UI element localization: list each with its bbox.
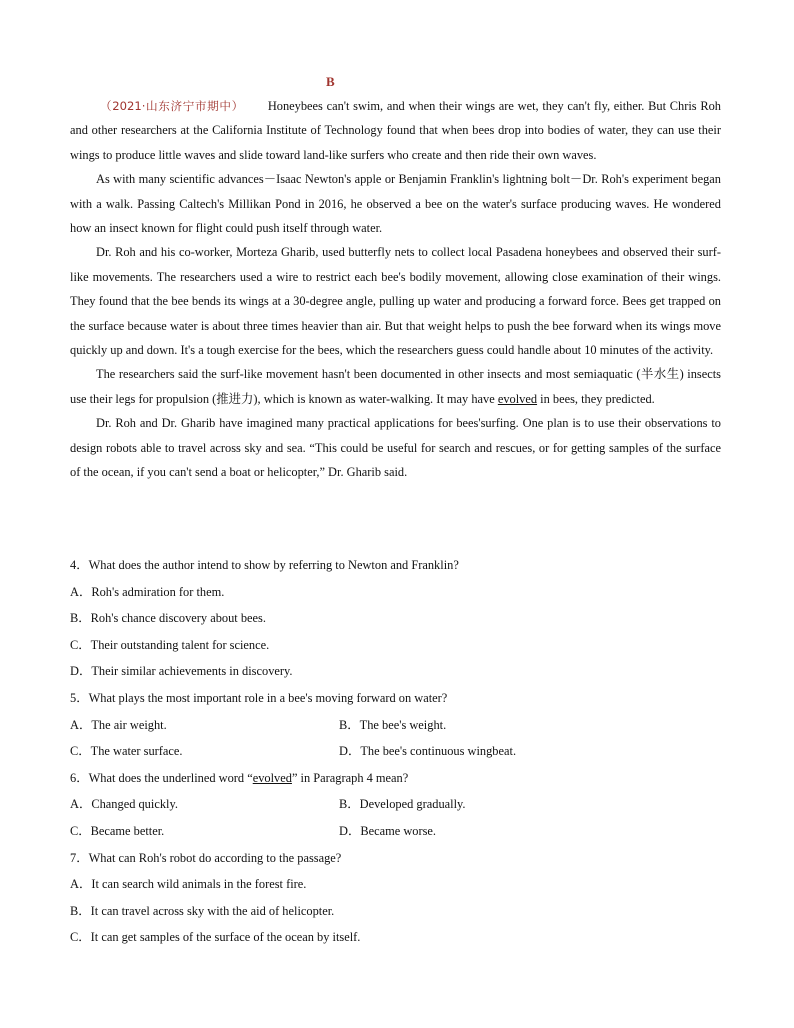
question-5-option-b[interactable]: B．The bee's weight.	[339, 717, 447, 732]
question-5-option-a[interactable]: A．The air weight.	[70, 717, 167, 732]
question-4-option-b[interactable]: B．Roh's chance discovery about bees.	[70, 611, 266, 626]
paragraph-3: Dr. Roh and his co-worker, Morteza Gharib, used butterfly nets to collect local Pasadena honeybees and observed their surf-like movements. The researchers used a wire to restrict each bee's bodily movement, allowing close examination of their wings. They found that the bee bends its wings at a 30-degree angle, pulling up water and producing a forward force. Bees get trapped on the surface because water is about three times heavier than air. But that weight helps to push the bee forward when its wings move quickly up and down. It's a tough exercise for the bees, which the researchers guess could handle about 10 minutes of the activity.	[70, 245, 721, 358]
question-5-option-c[interactable]: C．The water surface.	[70, 744, 183, 759]
question-4-stem: 4．What does the author intend to show by referring to Newton and Franklin?	[70, 558, 459, 572]
paragraph-1	[70, 94, 721, 167]
question-7-option-a[interactable]: A．It can search wild animals in the forest fire.	[70, 877, 307, 892]
underlined-word: evolved	[497, 391, 538, 406]
question-6-underlined-word: evolved	[252, 770, 292, 785]
question-list	[70, 552, 721, 951]
question-6-option-d[interactable]: D．Became worse.	[339, 823, 437, 838]
question-4-option-d[interactable]: D．Their similar achievements in discovery.	[70, 664, 293, 679]
paragraph-2: As with many scientific advances－Isaac Newton's apple or Benjamin Franklin's lightning bolt－Dr. Roh's experiment began with a walk. Passing Caltech's Millikan Pond in 2016, he observed a bee on the water's surface producing waves. He wondered how an insect known for flight could push itself through water.	[70, 172, 721, 236]
paragraph-5: Dr. Roh and Dr. Gharib have imagined many practical applications for bees'surfing. One plan is to use their observations to design robots able to travel across sky and sea. “This could be useful for search and rescues, or for getting samples of the surface of the ocean, if you can't send a boat or helicopter,” Dr. Gharib said.	[70, 416, 721, 480]
question-7-stem: 7．What can Roh's robot do according to the passage?	[70, 850, 342, 865]
section-letter: B	[326, 74, 335, 89]
question-5-option-d[interactable]: D．The bee's continuous wingbeat.	[339, 744, 517, 759]
question-4-option-c[interactable]: C．Their outstanding talent for science.	[70, 637, 270, 652]
paragraph-4-text-before: The researchers said the surf-like movement hasn't been documented in other insects and most semiaquatic (半水生) insects use their legs for propulsion (推进力), which is known as water-walking. It may have	[70, 367, 721, 406]
question-6-stem	[70, 765, 721, 792]
source-tag: （2021·山东济宁市期中）	[100, 99, 244, 113]
question-6-stem-after: ” in Paragraph 4 mean?	[291, 770, 409, 785]
question-6-option-c[interactable]: C．Became better.	[70, 823, 165, 838]
question-6-option-a[interactable]: A．Changed quickly.	[70, 797, 178, 812]
question-4-option-a[interactable]: A．Roh's admiration for them.	[70, 584, 225, 599]
question-7-option-c[interactable]: C．It can get samples of the surface of the ocean by itself.	[70, 930, 361, 945]
question-5-stem: 5．What plays the most important role in a bee's moving forward on water?	[70, 690, 448, 705]
paragraph-4	[70, 362, 721, 411]
reading-passage	[70, 94, 721, 485]
paragraph-4-text-after: in bees, they predicted.	[537, 391, 655, 406]
question-6-option-b[interactable]: B．Developed gradually.	[339, 797, 466, 812]
paragraph-1-text: Honeybees can't swim, and when their wings are wet, they can't fly, either. But Chris Roh and other researchers at the California Institute of Technology found that when bees drop into bodies of water, they can use their wings to produce little waves and slide toward land-like surfers who create and then ride their own waves.	[70, 99, 721, 162]
question-6-stem-before: 6．What does the underlined word “	[70, 770, 253, 785]
question-7-option-b[interactable]: B．It can travel across sky with the aid of helicopter.	[70, 903, 335, 918]
